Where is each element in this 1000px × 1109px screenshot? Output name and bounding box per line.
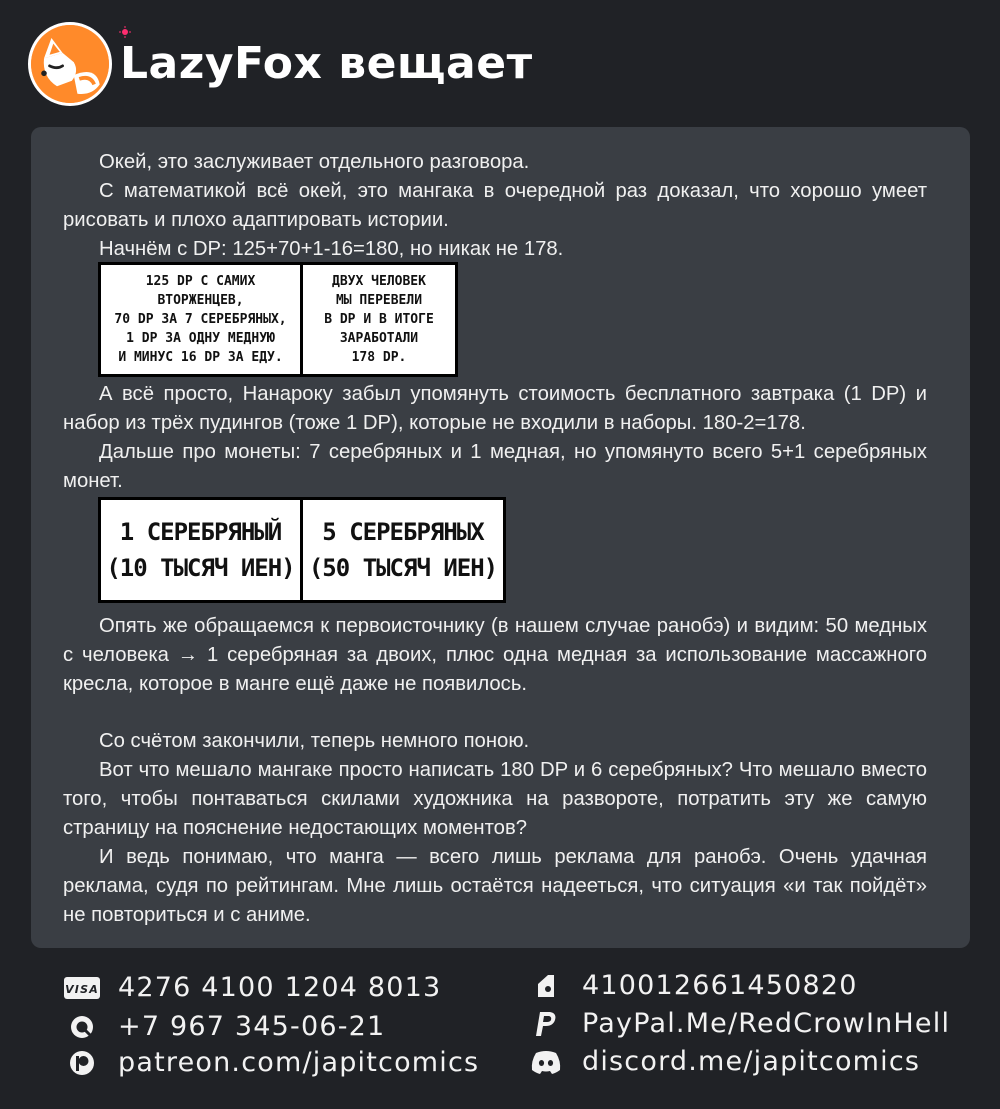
yoomoney-wallet[interactable]: 410012661450820 xyxy=(582,970,858,1001)
footer-patreon xyxy=(64,1047,479,1078)
discord-icon xyxy=(528,1047,564,1077)
paragraph-4: А всё просто, Нанароку забыл упомянуть стоимость бесплатного завтрака (1 DP) и набор из трёх пудингов (тоже 1 DP), которые не входили в наборы. 180-2=178. xyxy=(63,383,927,434)
paragraph-9: И ведь понимаю, что манга — всего лишь реклама для ранобэ. Очень удачная реклама, судя по рейтингам. Мне лишь остаётся надееться, что ситуация «и так пойдёт» не повториться и с аниме. xyxy=(63,846,927,926)
discord-link[interactable]: discord.me/japitcomics xyxy=(582,1046,921,1077)
paragraph-3: Начнём с DP: 125+70+1-16=180, но никак не 178. xyxy=(99,238,564,260)
visa-icon xyxy=(64,973,100,1003)
paypal-icon xyxy=(528,1009,564,1039)
footer-paypal xyxy=(528,1008,950,1039)
manga-panel: 125 DP С САМИХ ВТОРЖЕНЦЕВ, 70 DP ЗА 7 СЕРЕБРЯНЫХ, 1 DP ЗА ОДНУ МЕДНУЮ И МИНУС 16 DP ЗА ЕДУ. xyxy=(101,265,300,374)
content-card xyxy=(31,127,970,948)
yandex-money-icon xyxy=(528,971,564,1001)
patreon-icon xyxy=(64,1048,100,1078)
paragraph-7: Со счётом закончили, теперь немного поною. xyxy=(99,730,530,752)
manga-panels-coins xyxy=(98,497,506,603)
patreon-link[interactable]: patreon.com/japitcomics xyxy=(118,1047,480,1078)
accent-dot-icon xyxy=(119,26,131,38)
paragraph-6: Опять же обращаемся к первоисточнику (в нашем случае ранобэ) и видим: 50 медных с человека → 1 серебряная за двоих, плюс одна медная за использование массажного кресла, которое в манге ещё даже не появилось. xyxy=(63,615,927,695)
paragraph-2: С математикой всё окей, это мангака в очередной раз доказал, что хорошо умеет рисовать и плохо адаптировать истории. xyxy=(63,180,927,231)
paypal-link[interactable]: PayPal.Me/RedCrowInHell xyxy=(582,1008,951,1039)
visa-card-number[interactable]: 4276 4100 1204 8013 xyxy=(118,972,442,1003)
footer-discord xyxy=(528,1046,920,1077)
footer-visa xyxy=(64,972,441,1003)
footer-qiwi xyxy=(64,1011,385,1042)
paragraph-5: Дальше про монеты: 7 серебряных и 1 медная, но упомянуто всего 5+1 серебряных монет. xyxy=(63,441,927,492)
paragraph-8: Вот что мешало мангаке просто написать 180 DP и 6 серебряных? Что мешало вместо того, чтобы понтаваться скилами художника на развороте, потратить эту же самую страницу на пояснение недостающих моментов? xyxy=(63,759,927,839)
fox-logo-icon xyxy=(28,22,112,106)
svg-text:VISA: VISA xyxy=(65,982,99,996)
manga-panel: 1 СЕРЕБРЯНЫЙ (10 ТЫСЯЧ ИЕН) xyxy=(101,500,300,600)
qiwi-phone[interactable]: +7 967 345-06-21 xyxy=(118,1011,386,1042)
manga-panel: ДВУХ ЧЕЛОВЕК МЫ ПЕРЕВЕЛИ В DP И В ИТОГЕ ЗАРАБОТАЛИ 178 DP. xyxy=(303,265,455,374)
qiwi-icon xyxy=(64,1012,100,1042)
manga-panels-dp xyxy=(98,262,458,377)
brand-title: LazyFox вещает xyxy=(120,38,533,89)
footer-yoomoney xyxy=(528,970,858,1001)
paragraph-1: Окей, это заслуживает отдельного разговора. xyxy=(99,151,530,173)
manga-panel: 5 СЕРЕБРЯНЫХ (50 ТЫСЯЧ ИЕН) xyxy=(303,500,503,600)
